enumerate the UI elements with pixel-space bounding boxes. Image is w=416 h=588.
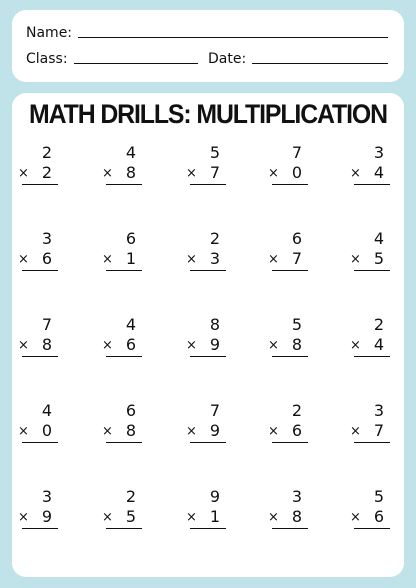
date-blank-line[interactable] bbox=[252, 62, 388, 64]
multiply-sign: × bbox=[186, 424, 197, 439]
multiplication-problem bbox=[18, 403, 58, 447]
answer-line[interactable] bbox=[272, 356, 308, 357]
problem-bottom-factor: 8 bbox=[291, 507, 302, 526]
problem-top-factor: 7 bbox=[291, 143, 302, 162]
multiplication-problem bbox=[18, 489, 58, 533]
problem-bottom-factor: 8 bbox=[291, 335, 302, 354]
problem-top-factor: 2 bbox=[291, 401, 302, 420]
problem-bottom-factor: 6 bbox=[291, 421, 302, 440]
multiply-sign: × bbox=[350, 166, 361, 181]
problem-bottom-factor: 8 bbox=[41, 335, 52, 354]
multiply-sign: × bbox=[18, 166, 29, 181]
problem-top-factor: 3 bbox=[41, 487, 52, 506]
multiplication-problem bbox=[350, 145, 390, 189]
name-blank-line[interactable] bbox=[78, 36, 388, 38]
problem-grid bbox=[12, 141, 404, 571]
class-blank-line[interactable] bbox=[74, 62, 198, 64]
answer-line[interactable] bbox=[354, 184, 390, 185]
class-field[interactable] bbox=[26, 51, 198, 67]
multiply-sign: × bbox=[350, 338, 361, 353]
multiplication-problem bbox=[268, 489, 308, 533]
multiplication-problem bbox=[18, 231, 58, 275]
multiplication-problem bbox=[186, 403, 226, 447]
answer-line[interactable] bbox=[106, 356, 142, 357]
problem-bottom-factor: 8 bbox=[125, 421, 136, 440]
multiply-sign: × bbox=[350, 252, 361, 267]
multiplication-problem bbox=[102, 489, 142, 533]
multiply-sign: × bbox=[186, 510, 197, 525]
multiplication-problem bbox=[18, 145, 58, 189]
multiply-sign: × bbox=[18, 424, 29, 439]
answer-line[interactable] bbox=[22, 184, 58, 185]
multiplication-problem bbox=[268, 145, 308, 189]
problem-top-factor: 7 bbox=[209, 401, 220, 420]
multiply-sign: × bbox=[18, 338, 29, 353]
multiplication-problem bbox=[350, 403, 390, 447]
problem-top-factor: 3 bbox=[291, 487, 302, 506]
multiplication-problem bbox=[350, 317, 390, 361]
multiplication-problem bbox=[186, 317, 226, 361]
answer-line[interactable] bbox=[22, 356, 58, 357]
problem-bottom-factor: 0 bbox=[41, 421, 52, 440]
answer-line[interactable] bbox=[354, 528, 390, 529]
problem-top-factor: 4 bbox=[41, 401, 52, 420]
class-label: Class: bbox=[26, 51, 68, 67]
problem-top-factor: 2 bbox=[209, 229, 220, 248]
problem-top-factor: 8 bbox=[209, 315, 220, 334]
multiply-sign: × bbox=[102, 166, 113, 181]
problem-bottom-factor: 6 bbox=[41, 249, 52, 268]
problem-top-factor: 4 bbox=[373, 229, 384, 248]
multiplication-problem bbox=[18, 317, 58, 361]
answer-line[interactable] bbox=[272, 442, 308, 443]
multiply-sign: × bbox=[102, 510, 113, 525]
multiply-sign: × bbox=[186, 166, 197, 181]
multiplication-problem bbox=[268, 317, 308, 361]
multiply-sign: × bbox=[186, 338, 197, 353]
problem-bottom-factor: 7 bbox=[209, 163, 220, 182]
worksheet-card bbox=[12, 93, 404, 577]
problem-top-factor: 7 bbox=[41, 315, 52, 334]
problem-bottom-factor: 6 bbox=[125, 335, 136, 354]
problem-top-factor: 4 bbox=[125, 315, 136, 334]
multiplication-problem bbox=[102, 317, 142, 361]
problem-bottom-factor: 4 bbox=[373, 335, 384, 354]
problem-bottom-factor: 5 bbox=[125, 507, 136, 526]
multiply-sign: × bbox=[102, 252, 113, 267]
problem-top-factor: 3 bbox=[41, 229, 52, 248]
multiply-sign: × bbox=[18, 510, 29, 525]
multiplication-problem bbox=[186, 145, 226, 189]
problem-top-factor: 4 bbox=[125, 143, 136, 162]
answer-line[interactable] bbox=[190, 184, 226, 185]
problem-bottom-factor: 9 bbox=[209, 421, 220, 440]
problem-top-factor: 5 bbox=[209, 143, 220, 162]
problem-top-factor: 6 bbox=[125, 229, 136, 248]
multiply-sign: × bbox=[186, 252, 197, 267]
answer-line[interactable] bbox=[106, 442, 142, 443]
multiplication-problem bbox=[350, 489, 390, 533]
multiply-sign: × bbox=[350, 424, 361, 439]
answer-line[interactable] bbox=[22, 528, 58, 529]
problem-bottom-factor: 6 bbox=[373, 507, 384, 526]
problem-bottom-factor: 1 bbox=[209, 507, 220, 526]
problem-top-factor: 6 bbox=[291, 229, 302, 248]
multiply-sign: × bbox=[268, 338, 279, 353]
answer-line[interactable] bbox=[106, 528, 142, 529]
answer-line[interactable] bbox=[354, 442, 390, 443]
problem-bottom-factor: 9 bbox=[41, 507, 52, 526]
problem-bottom-factor: 7 bbox=[373, 421, 384, 440]
date-label: Date: bbox=[208, 51, 247, 67]
answer-line[interactable] bbox=[22, 442, 58, 443]
problem-top-factor: 9 bbox=[209, 487, 220, 506]
answer-line[interactable] bbox=[272, 270, 308, 271]
multiplication-problem bbox=[102, 403, 142, 447]
problem-bottom-factor: 5 bbox=[373, 249, 384, 268]
answer-line[interactable] bbox=[106, 270, 142, 271]
answer-line[interactable] bbox=[190, 270, 226, 271]
multiply-sign: × bbox=[268, 166, 279, 181]
problem-bottom-factor: 8 bbox=[125, 163, 136, 182]
multiplication-problem bbox=[186, 231, 226, 275]
problem-top-factor: 5 bbox=[373, 487, 384, 506]
answer-line[interactable] bbox=[354, 356, 390, 357]
multiply-sign: × bbox=[268, 510, 279, 525]
multiplication-problem bbox=[102, 231, 142, 275]
problem-bottom-factor: 7 bbox=[291, 249, 302, 268]
problem-top-factor: 2 bbox=[41, 143, 52, 162]
multiply-sign: × bbox=[350, 510, 361, 525]
multiply-sign: × bbox=[18, 252, 29, 267]
student-info-card bbox=[12, 10, 404, 82]
problem-top-factor: 5 bbox=[291, 315, 302, 334]
worksheet-title: MATH DRILLS: MULTIPLICATION bbox=[29, 99, 387, 129]
answer-line[interactable] bbox=[272, 184, 308, 185]
problem-bottom-factor: 3 bbox=[209, 249, 220, 268]
answer-line[interactable] bbox=[354, 270, 390, 271]
answer-line[interactable] bbox=[106, 184, 142, 185]
answer-line[interactable] bbox=[190, 442, 226, 443]
answer-line[interactable] bbox=[22, 270, 58, 271]
multiplication-problem bbox=[102, 145, 142, 189]
name-field[interactable] bbox=[26, 25, 388, 41]
multiply-sign: × bbox=[102, 424, 113, 439]
problem-top-factor: 2 bbox=[125, 487, 136, 506]
answer-line[interactable] bbox=[272, 528, 308, 529]
problem-top-factor: 6 bbox=[125, 401, 136, 420]
multiply-sign: × bbox=[268, 424, 279, 439]
problem-bottom-factor: 1 bbox=[125, 249, 136, 268]
multiplication-problem bbox=[186, 489, 226, 533]
multiply-sign: × bbox=[102, 338, 113, 353]
answer-line[interactable] bbox=[190, 356, 226, 357]
multiplication-problem bbox=[268, 231, 308, 275]
multiplication-problem bbox=[268, 403, 308, 447]
name-label: Name: bbox=[26, 25, 73, 41]
problem-bottom-factor: 2 bbox=[41, 163, 52, 182]
problem-bottom-factor: 4 bbox=[373, 163, 384, 182]
multiply-sign: × bbox=[268, 252, 279, 267]
multiplication-problem bbox=[350, 231, 390, 275]
problem-bottom-factor: 0 bbox=[291, 163, 302, 182]
problem-top-factor: 2 bbox=[373, 315, 384, 334]
problem-bottom-factor: 9 bbox=[209, 335, 220, 354]
problem-top-factor: 3 bbox=[373, 143, 384, 162]
answer-line[interactable] bbox=[190, 528, 226, 529]
date-field[interactable] bbox=[208, 51, 388, 67]
problem-top-factor: 3 bbox=[373, 401, 384, 420]
